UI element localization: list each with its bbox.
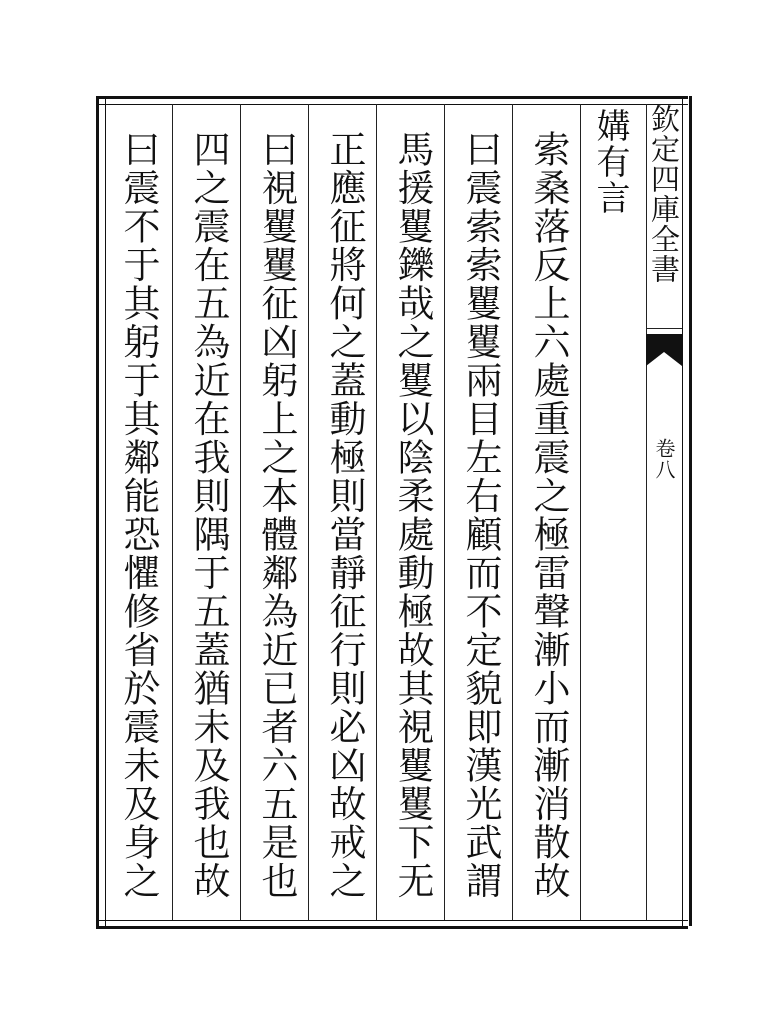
column-rule — [308, 104, 309, 920]
frame-bottom-border — [96, 920, 688, 929]
text-column-3: 馬援矍鑠哉之矍以陰柔處動極故其視矍矍下无 — [391, 130, 434, 900]
text-column-2: 曰震索索矍矍兩目左右顧而不定貌即漢光武謂 — [459, 130, 502, 900]
column-rule — [444, 104, 445, 920]
margin-rule — [646, 328, 682, 329]
text-column-6: 四之震在五為近在我則隅于五蓋猶未及我也故 — [187, 130, 230, 900]
heading-fragment: 媾有言 — [590, 108, 630, 216]
column-rule — [580, 104, 581, 920]
column-rule — [240, 104, 241, 920]
fish-tail-icon — [646, 332, 682, 368]
column-rule — [512, 104, 513, 920]
text-column-1: 索桑落反上六處重震之極雷聲漸小而漸消散故 — [527, 130, 570, 900]
text-column-7: 曰震不于其躬于其鄰能恐懼修省於震未及身之 — [117, 130, 160, 900]
column-rule — [376, 104, 377, 920]
column-rule — [172, 104, 173, 920]
frame-right-border — [682, 96, 692, 926]
frame-left-border — [96, 96, 106, 926]
text-column-4: 正應征將何之蓋動極則當靜征行則必凶故戒之 — [323, 130, 366, 900]
book-title: 欽定四庫全書 — [647, 104, 681, 284]
volume-label: 卷八 — [652, 438, 676, 480]
frame-top-border — [96, 96, 688, 105]
text-column-5: 曰視矍矍征凶躬上之本體鄰為近已者六五是也 — [255, 130, 298, 900]
